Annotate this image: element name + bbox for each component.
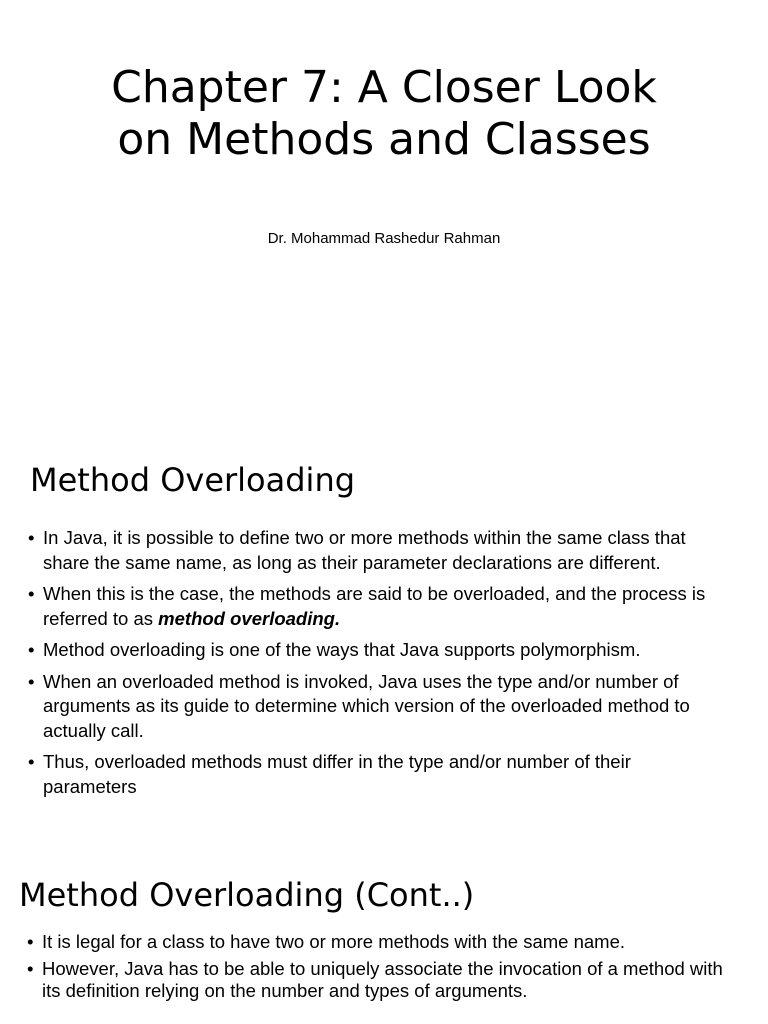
list-item <box>28 670 718 744</box>
bullet-marker: • <box>28 583 35 604</box>
bullet-text: It is legal for a class to have two or more methods with the same name. <box>42 931 626 952</box>
list-item <box>27 931 727 953</box>
bullet-list <box>28 526 718 806</box>
bullet-marker: • <box>28 639 35 660</box>
bullet-marker: • <box>28 751 35 772</box>
bullet-marker: • <box>27 931 34 952</box>
bullet-text: In Java, it is possible to define two or more methods within the same class that share the same name, as long as their parameter declarations are different. <box>43 527 686 573</box>
emphasized-term: method overloading <box>158 607 335 629</box>
list-item <box>28 582 718 631</box>
bullet-text: When this is the case, the methods are said to be overloaded, and the process is referred to as <box>43 583 706 629</box>
slide-heading: Method Overloading (Cont..) <box>19 876 475 914</box>
bullet-text: Thus, overloaded methods must differ in the type and/or number of their parameters <box>43 751 631 797</box>
list-item <box>27 958 727 1002</box>
method-overloading-slide <box>0 430 768 840</box>
list-item <box>28 750 718 799</box>
title-slide <box>0 0 768 420</box>
bullet-marker: • <box>28 670 35 692</box>
list-item <box>28 526 718 575</box>
bullet-text: Method overloading is one of the ways that Java supports polymorphism. <box>43 639 641 660</box>
list-item <box>28 638 718 663</box>
bullet-text: However, Java has to be able to uniquely associate the invocation of a method with its definition relying on the number and types of arguments. <box>42 958 723 1001</box>
bullet-marker: • <box>27 958 34 979</box>
slide-heading: Method Overloading <box>30 461 356 499</box>
bullet-text: When an overloaded method is invoked, Java uses the type and/or number of arguments as its guide to determine which version of the overloaded method to actually call. <box>43 670 690 741</box>
chapter-title: Chapter 7: A Closer Look on Methods and Classes <box>111 62 657 165</box>
author-name: Dr. Mohammad Rashedur Rahman <box>267 230 501 247</box>
bullet-text-end: . <box>334 607 341 629</box>
bullet-marker: • <box>28 527 35 548</box>
method-overloading-cont-slide <box>0 850 768 1024</box>
bullet-list <box>27 931 727 1007</box>
